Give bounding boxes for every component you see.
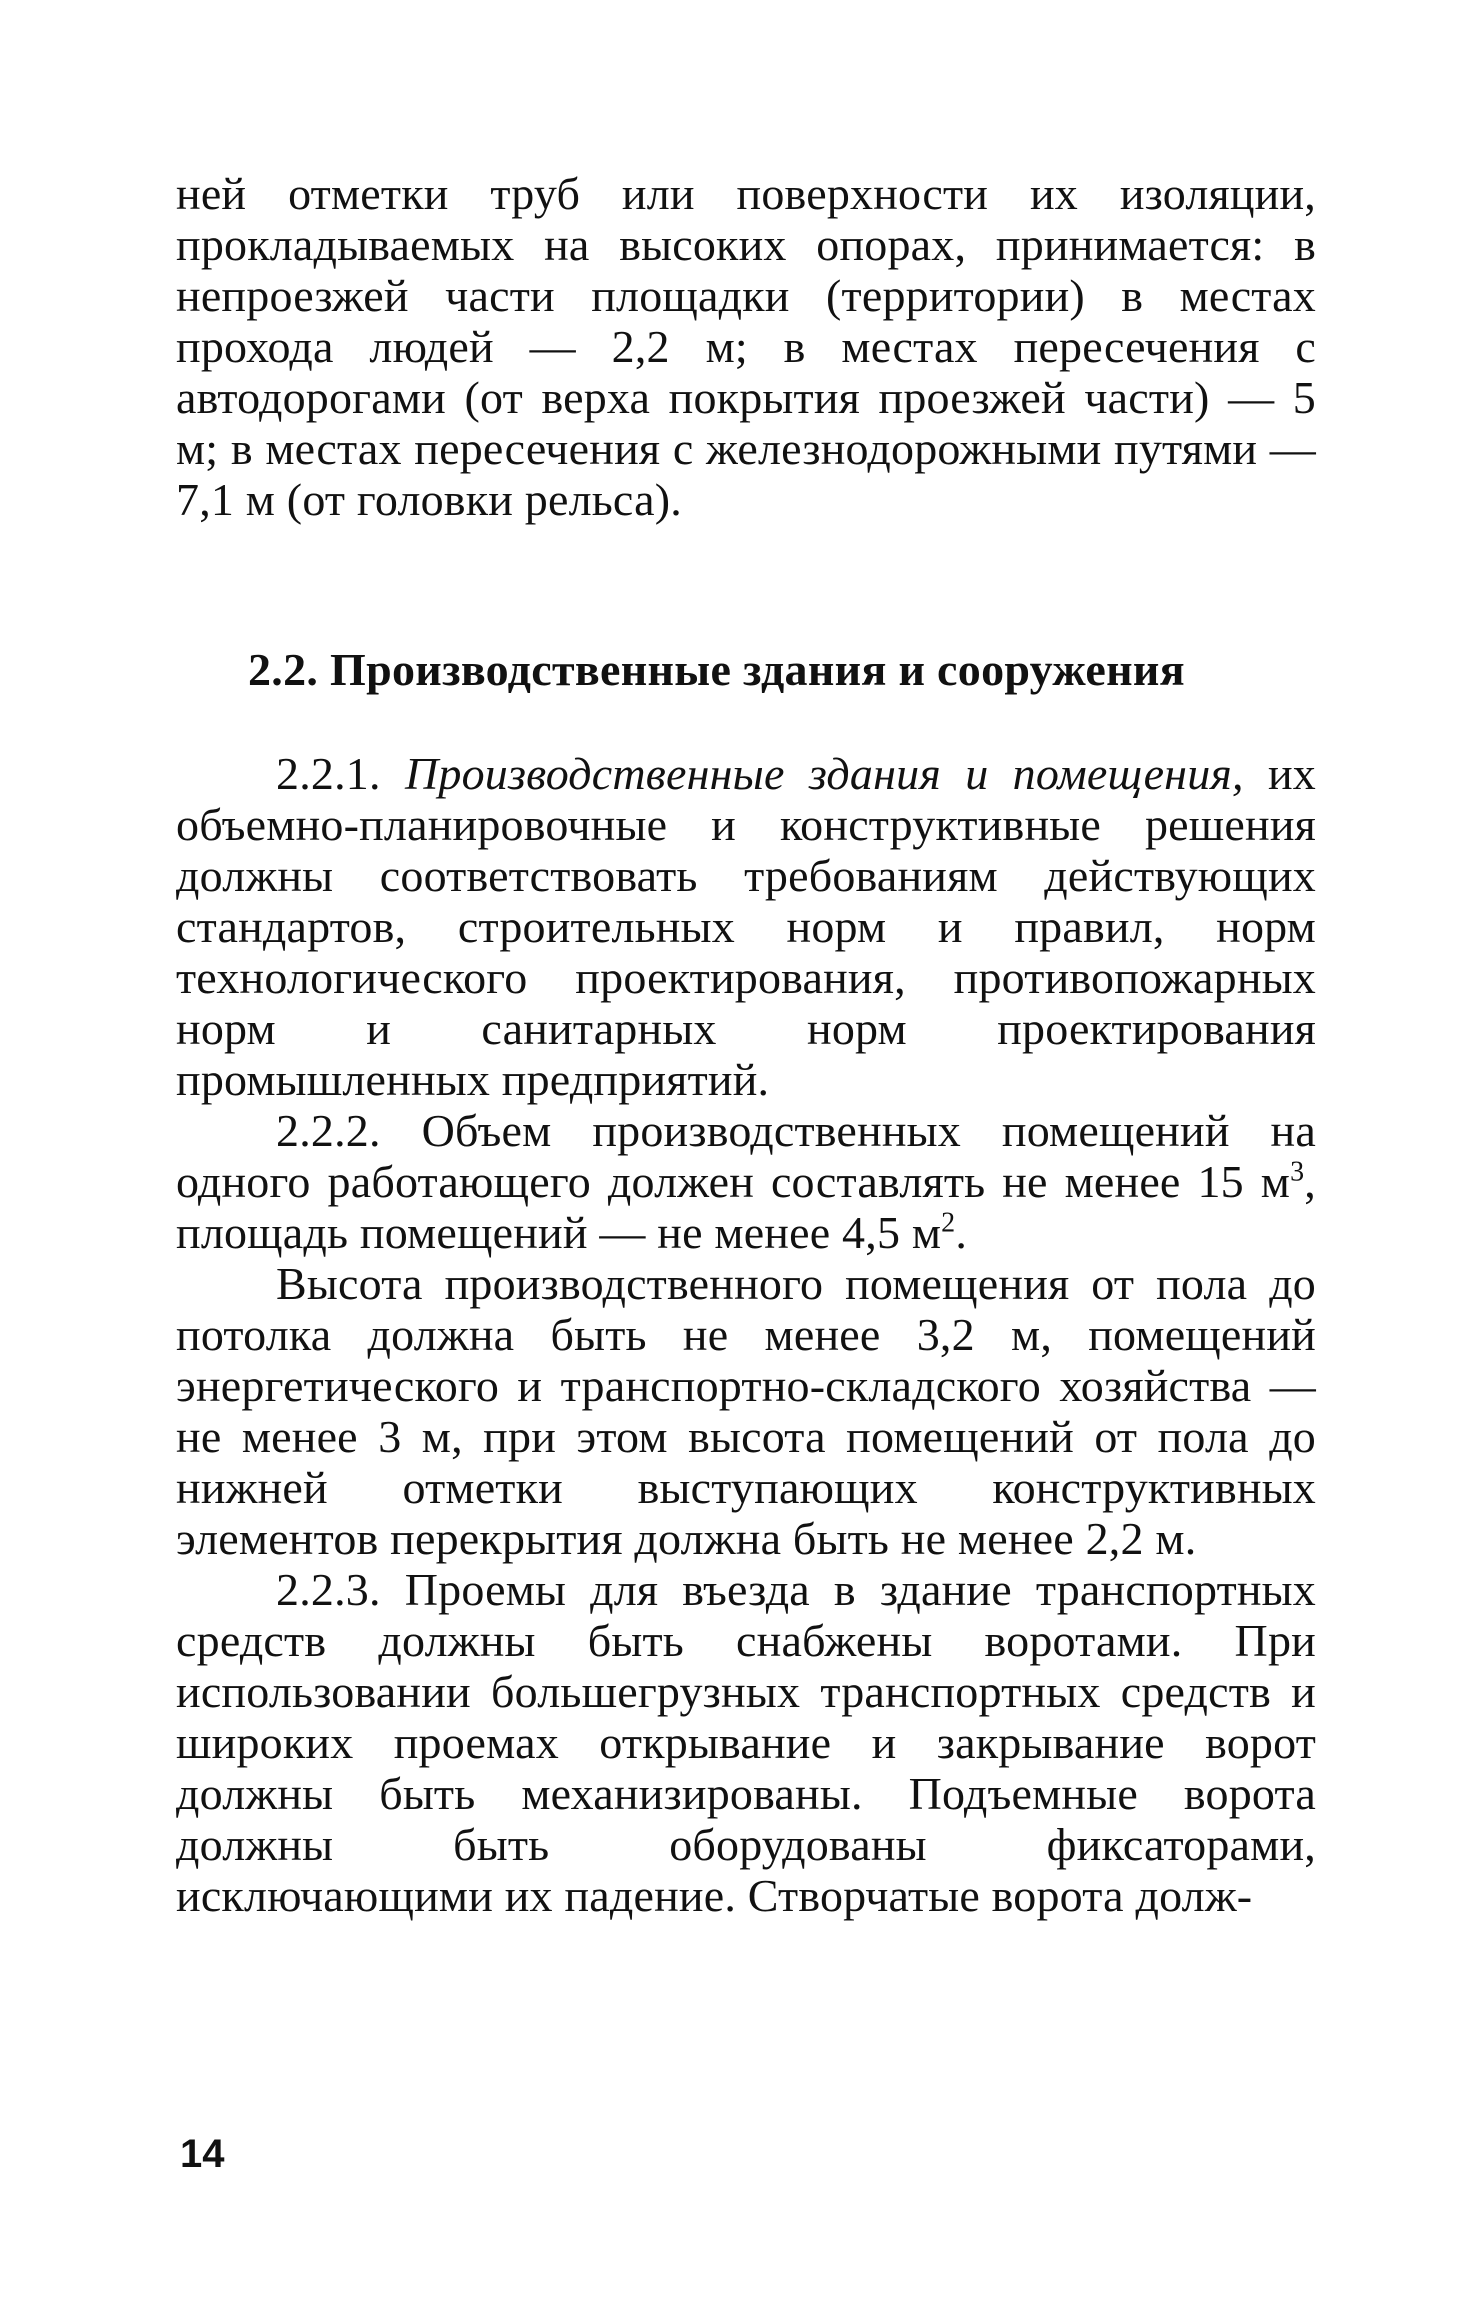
paragraph-2-2-3 bbox=[176, 1564, 1316, 1921]
intro-paragraph-block bbox=[176, 168, 1316, 525]
page-number: 14 bbox=[180, 2132, 225, 2176]
paragraph-number: 2.2.2. bbox=[276, 1105, 422, 1156]
paragraph-text: Проемы для въезда в здание транспортных средств должны быть снабжены воротами. При использовании большегрузных транспортных средств и широких проемах открывание и закрывание ворот должны быть механизированы. Подъемные ворота должны быть оборудованы фиксаторами, исключающими их падение. Створчатые ворота долж- bbox=[176, 1564, 1316, 1921]
intro-paragraph: ней отметки труб или поверхности их изоляции, прокладываемых на высоких опорах, принимается: в непроезжей части площадки (территории) в местах прохода людей — 2,2 м; в местах пересечения с автодорогами (от верха покрытия проезжей части) — 5 м; в местах пересечения с железнодорожными путями — 7,1 м (от головки рельса). bbox=[176, 168, 1316, 525]
superscript-square: 2 bbox=[941, 1207, 956, 1239]
paragraph-text: их объемно-планировочные и конструктивные решения должны соответствовать требованиям действующих стандартов, строительных норм и правил, норм технологического проектирования, противопожарных норм и санитарных норм проектирования промышленных предприятий. bbox=[176, 748, 1316, 1105]
paragraph-text-part: . bbox=[955, 1207, 968, 1258]
section-body bbox=[176, 748, 1316, 1921]
paragraph-2-2-1 bbox=[176, 748, 1316, 1105]
paragraph-text-part: Объем производственных помещений на одного работающего должен составлять не менее 15 м bbox=[176, 1105, 1316, 1207]
paragraph-text-part: , площадь помещений — не менее 4,5 м bbox=[176, 1156, 1316, 1258]
paragraph-height-requirements bbox=[176, 1258, 1316, 1564]
paragraph-italic-lead: Производственные здания и помещения, bbox=[404, 748, 1244, 799]
superscript-cubic: 3 bbox=[1290, 1156, 1305, 1188]
paragraph-number: 2.2.3. bbox=[276, 1564, 405, 1615]
section-heading: 2.2. Производственные здания и сооружения bbox=[248, 644, 1185, 695]
paragraph-text: Высота производственного помещения от пола до потолка должна быть не менее 3,2 м, помещений энергетического и транспортно-складского хозяйства — не менее 3 м, при этом высота помещений от пола до нижней отметки выступающих конструктивных элементов перекрытия должна быть не менее 2,2 м. bbox=[176, 1258, 1316, 1564]
paragraph-2-2-2 bbox=[176, 1105, 1316, 1258]
paragraph-number: 2.2.1. bbox=[276, 748, 405, 799]
